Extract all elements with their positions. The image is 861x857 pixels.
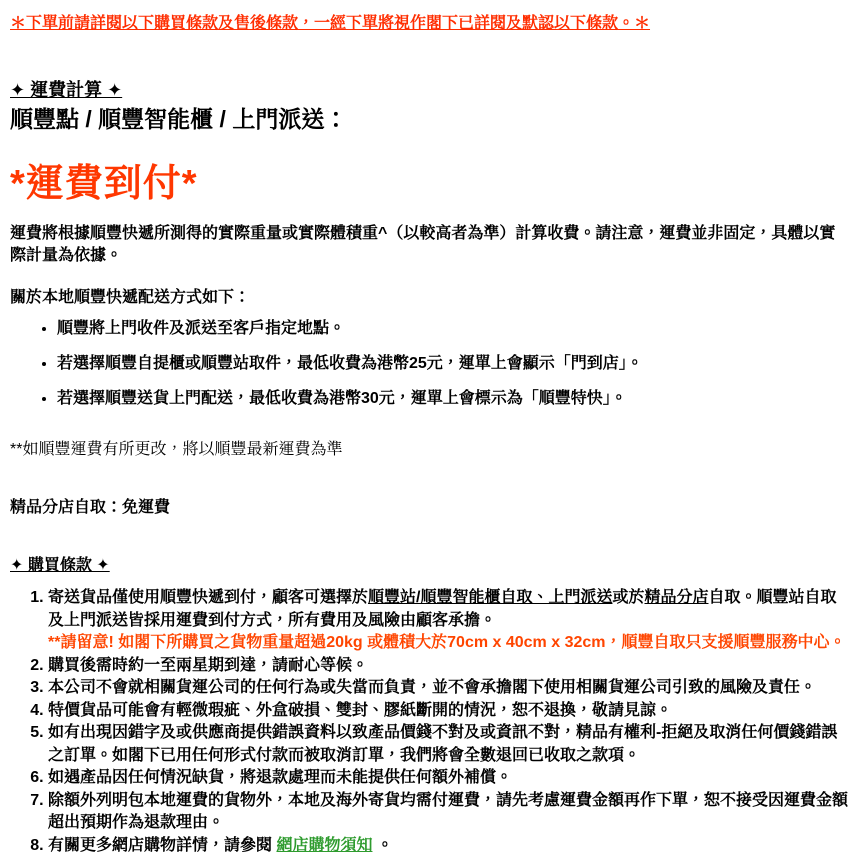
term-item-7: 7. 除額外列明包本地運費的貨物外，本地及海外寄貨均需付運費，請先考慮運費金額再作下單，恕不接受因運費金額超出預期作為退款理由。 [48, 790, 849, 835]
online-shopping-guide-link[interactable]: 網店購物須知 [276, 837, 372, 854]
purchase-terms-section-title: ✦ 購買條款 ✦ [10, 554, 849, 578]
term-item-1 [48, 587, 849, 655]
list-item: • 若選擇順豐送貨上門配送，最低收費為港幣30元，運單上會標示為「順豐特快」。 [57, 388, 849, 410]
term-item-3: 3. 本公司不會就相關貨運公司的任何行為或失當而負責，並不會承擔閣下使用相關貨運公司引致的風險及責任。 [48, 677, 849, 700]
list-item: • 若選擇順豐自提櫃或順豐站取件，最低收費為港幣25元，運單上會顯示「門到店」。 [57, 353, 849, 375]
pre-order-notice: ＊下單前請詳閱以下購買條款及售後條款，一經下單將視作閣下已詳閱及默認以下條款。＊ [10, 13, 849, 34]
freight-collect-headline: *運費到付* [10, 160, 849, 208]
term-item-2: 2. 購買後需時約一至兩星期到達，請耐心等候。 [48, 655, 849, 678]
local-delivery-intro: 關於本地順豐快遞配送方式如下： [10, 287, 849, 309]
shipping-calc-section-title: ✦ 運費計算 ✦ [10, 78, 849, 102]
term-8-text: 。 [372, 837, 392, 854]
term-1-text: 自取。順豐站自取及上門派送皆採用運費到付方式，所有費用及風險由顧客承擔。 [48, 589, 837, 629]
term-1-text: 寄送貨品僅使用順豐快遞到付，顧客可選擇於 [48, 589, 368, 606]
delivery-methods-heading: 順豐點 / 順豐智能櫃 / 上門派送： [10, 104, 849, 134]
term-item-4: 4. 特價貨品可能會有輕微瑕疵、外盒破損、雙封、膠紙斷開的情況，恕不退換，敬請見諒。 [48, 700, 849, 723]
term-item-8 [48, 835, 849, 857]
store-pickup-note: 精品分店自取：免運費 [10, 497, 849, 519]
term-8-text: 有關更多網店購物詳情，請參閱 [48, 837, 276, 854]
weight-limit-warning: **請留意! 如閣下所購買之貨物重量超過20kg 或體積大於70cm x 40cm x 32cm，順豐自取只支援順豐服務中心。 [48, 632, 849, 655]
term-1-underlined-pickup-options: 順豐站/順豐智能櫃自取、上門派送 [368, 589, 612, 606]
term-1-text: 或於 [612, 589, 644, 606]
term-item-6: 6. 如遇產品因任何情況缺貨，將退款處理而未能提供任何額外補償。 [48, 767, 849, 790]
term-1-underlined-boutique: 精品分店 [644, 589, 708, 606]
list-item: • 順豐將上門收件及派送至客戶指定地點。 [57, 318, 849, 340]
purchase-terms-list [10, 587, 849, 857]
term-item-5: 5. 如有出現因錯字及或供應商提供錯誤資料以致產品價錢不對及或資訊不對，精品有權利-拒絕及取消任何價錢錯誤之訂單。如閣下已用任何形式付款而被取消訂單，我們將會全數退回已收取之款項。 [48, 722, 849, 767]
delivery-options-list [10, 318, 849, 410]
fee-change-note: **如順豐運費有所更改，將以順豐最新運費為準 [10, 439, 849, 461]
freight-calculation-note: 運費將根據順豐快遞所測得的實際重量或實際體積重^（以較高者為準）計算收費。請注意，運費並非固定，具體以實際計量為依據。 [10, 223, 838, 267]
